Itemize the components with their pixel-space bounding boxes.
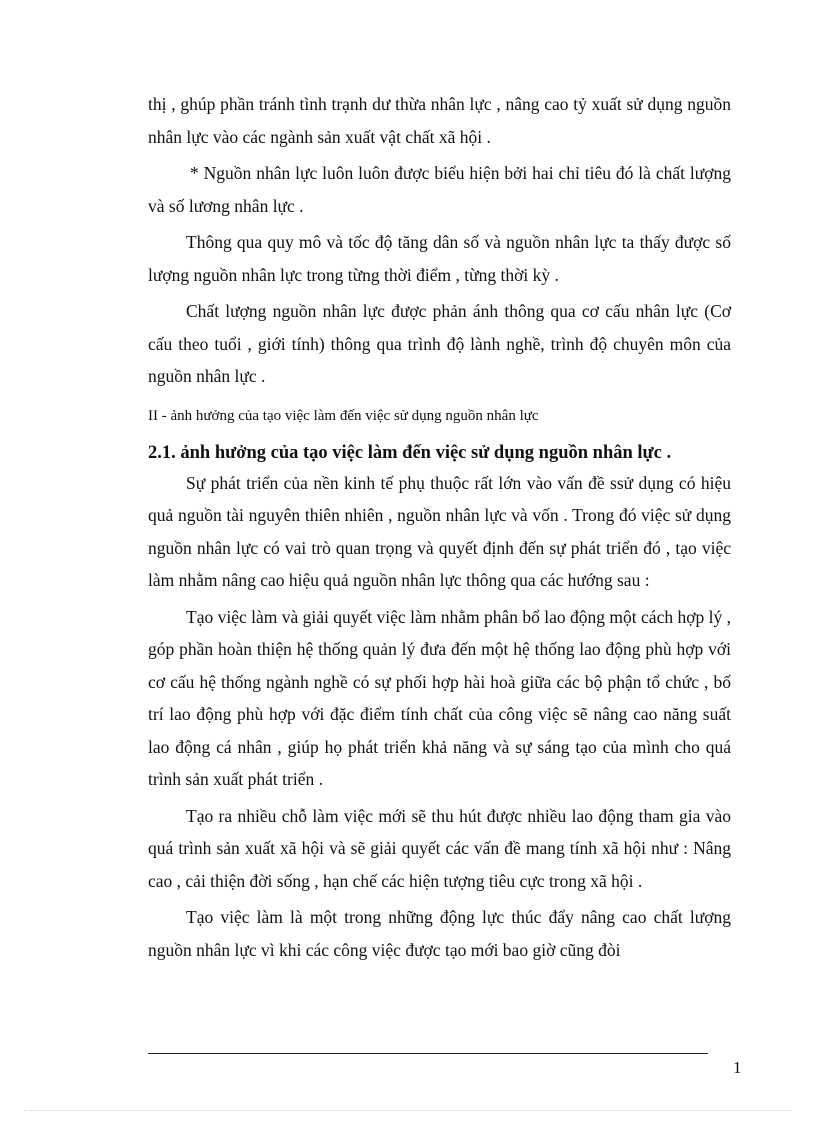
paragraph-3: Thông qua quy mô và tốc độ tăng dân số và nguồn nhân lực ta thấy được số lượng nguồn nhân lực trong từng thời điểm , từng thời kỳ . <box>148 232 731 285</box>
section-heading: II - ảnh hưởng của tạo việc làm đến việc sử dụng nguồn nhân lực <box>148 407 539 424</box>
paragraph-6: Tạo việc làm và giải quyết việc làm nhằm phân bổ lao động một cách hợp lý , góp phần hoàn thiện hệ thống quản lý đưa đến một hệ thống lao động phù hợp với cơ cấu hệ thống ngành nghề có sự phối hợp hài hoà giữa các bộ phận tổ chức , bố trí lao động phù hợp với đặc điểm tính chất của công việc sẽ nâng cao năng suất lao động cá nhân , giúp họ phát triển khả năng và sự sáng tạo của mình cho quá trình sản xuất phát triển . <box>148 606 731 789</box>
subsection-heading: 2.1. ảnh hưởng của tạo việc làm đến việc sử dụng nguồn nhân lực . <box>148 442 672 463</box>
paragraph-4: Chất lượng nguồn nhân lực được phản ánh thông qua cơ cấu nhân lực (Cơ cấu theo tuổi , giới tính) thông qua trình độ lành nghề, trình độ chuyên môn của nguồn nhân lực . <box>148 301 731 386</box>
page-number: 1 <box>733 1058 742 1077</box>
paragraph-5: Sự phát triển của nền kinh tế phụ thuộc rất lớn vào vấn đề ssử dụng có hiệu quả nguồn tài nguyên thiên nhiên , nguồn nhân lực và vốn . Trong đó việc sử dụng nguồn nhân lực có vai trò quan trọng và quyết định đến sự phát triển đó , tạo việc làm nhằm nâng cao hiệu quả nguồn nhân lực thông qua các hướng sau : <box>148 472 731 590</box>
paragraph-1: thị , ghúp phần tránh tình trạnh dư thừa nhân lực , nâng cao tỷ xuất sử dụng nguồn nhân lực vào các ngành sản xuất vật chất xã hội . <box>148 94 731 147</box>
footer-divider <box>148 1053 708 1054</box>
paragraph-8: Tạo việc làm là một trong những động lực thúc đẩy nâng cao chất lượng nguồn nhân lực vì khi các công việc được tạo mới bao giờ cũng đòi <box>148 907 731 960</box>
paragraph-7: Tạo ra nhiều chỗ làm việc mới sẽ thu hút được nhiều lao động tham gia vào quá trình sản xuất xã hội và sẽ giải quyết các vấn đề mang tính xã hội như : Nâng cao , cải thiện đời sống , hạn chế các hiện tượng tiêu cực trong xã hội . <box>148 805 731 891</box>
document-body <box>148 88 731 966</box>
paragraph-2: * Nguồn nhân lực luôn luôn được biểu hiện bởi hai chỉ tiêu đó là chất lượng và số lương nhân lực . <box>148 163 731 216</box>
page-edge-divider <box>24 1110 792 1111</box>
